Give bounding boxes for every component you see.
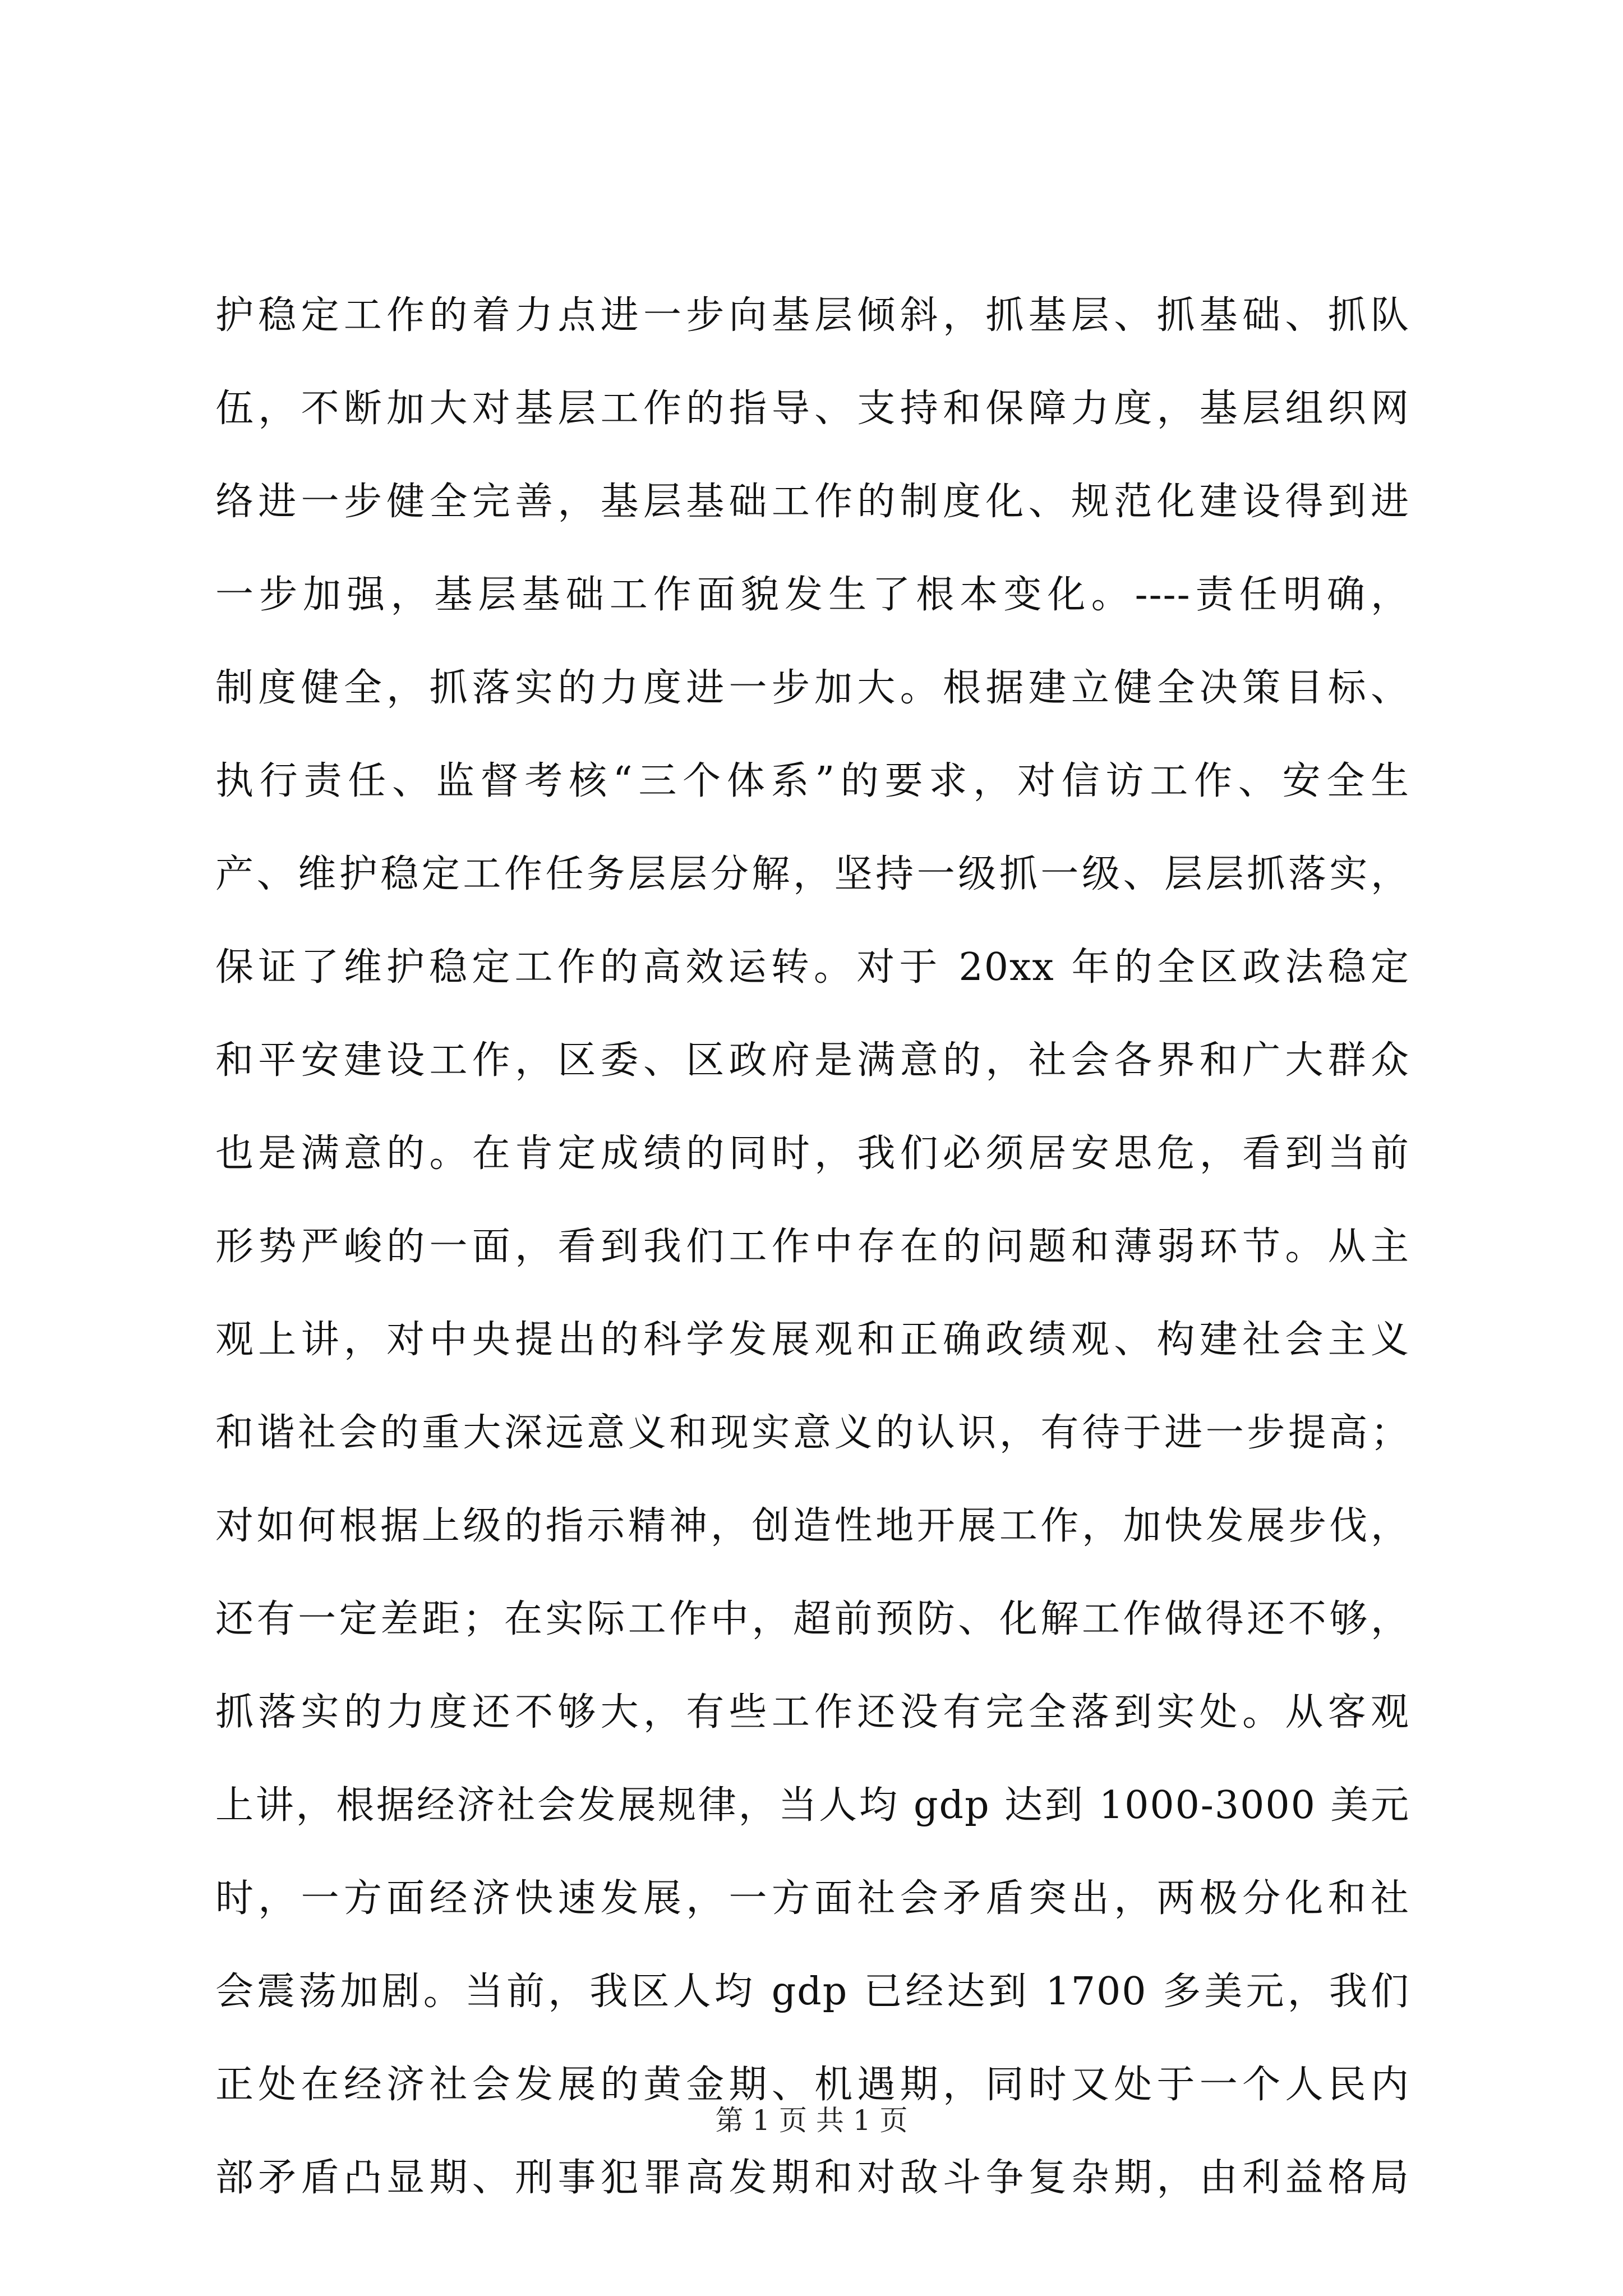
text-line: 执行责任、监督考核“三个体系”的要求，对信访工作、安全生 [215,759,1410,803]
text-line: 和谐社会的重大深远意义和现实意义的认识，有待于进一步提高； [215,1411,1410,1455]
text-line: 保证了维护稳定工作的高效运转。对于 20xx 年的全区政法稳定 [215,945,1410,990]
text-line: 络进一步健全完善，基层基础工作的制度化、规范化建设得到进 [215,480,1410,524]
text-line: 产、维护稳定工作任务层层分解，坚持一级抓一级、层层抓落实， [215,852,1410,896]
text-line: 时，一方面经济快速发展，一方面社会矛盾突出，两极分化和社 [215,1876,1410,1921]
text-line: 上讲，根据经济社会发展规律，当人均 gdp 达到 1000-3000 美元 [215,1783,1410,1828]
text-line: 和平安建设工作，区委、区政府是满意的，社会各界和广大群众 [215,1038,1410,1083]
text-line: 护稳定工作的着力点进一步向基层倾斜，抓基层、抓基础、抓队 [215,293,1410,338]
text-line: 观上讲，对中央提出的科学发展观和正确政绩观、构建社会主义 [215,1318,1410,1362]
text-line: 制度健全，抓落实的力度进一步加大。根据建立健全决策目标、 [215,666,1410,710]
text-line: 形势严峻的一面，看到我们工作中存在的问题和薄弱环节。从主 [215,1225,1410,1269]
text-line: 部矛盾凸显期、刑事犯罪高发期和对敌斗争复杂期，由利益格局 [215,2156,1410,2200]
text-line: 正处在经济社会发展的黄金期、机遇期，同时又处于一个人民内 [215,2063,1410,2107]
text-line: 抓落实的力度还不够大，有些工作还没有完全落到实处。从客观 [215,1690,1410,1734]
text-line: 还有一定差距；在实际工作中，超前预防、化解工作做得还不够， [215,1597,1410,1641]
text-line: 伍，不断加大对基层工作的指导、支持和保障力度，基层组织网 [215,386,1410,431]
text-line: 对如何根据上级的指示精神，创造性地开展工作，加快发展步伐， [215,1504,1410,1548]
text-line: 会震荡加剧。当前，我区人均 gdp 已经达到 1700 多美元，我们 [215,1970,1410,2014]
page-footer: 第 1 页 共 1 页 [715,2104,908,2137]
text-line: 也是满意的。在肯定成绩的同时，我们必须居安思危，看到当前 [215,1131,1410,1176]
body-text [215,269,1410,2225]
text-line: 一步加强，基层基础工作面貌发生了根本变化。----责任明确， [215,573,1410,617]
